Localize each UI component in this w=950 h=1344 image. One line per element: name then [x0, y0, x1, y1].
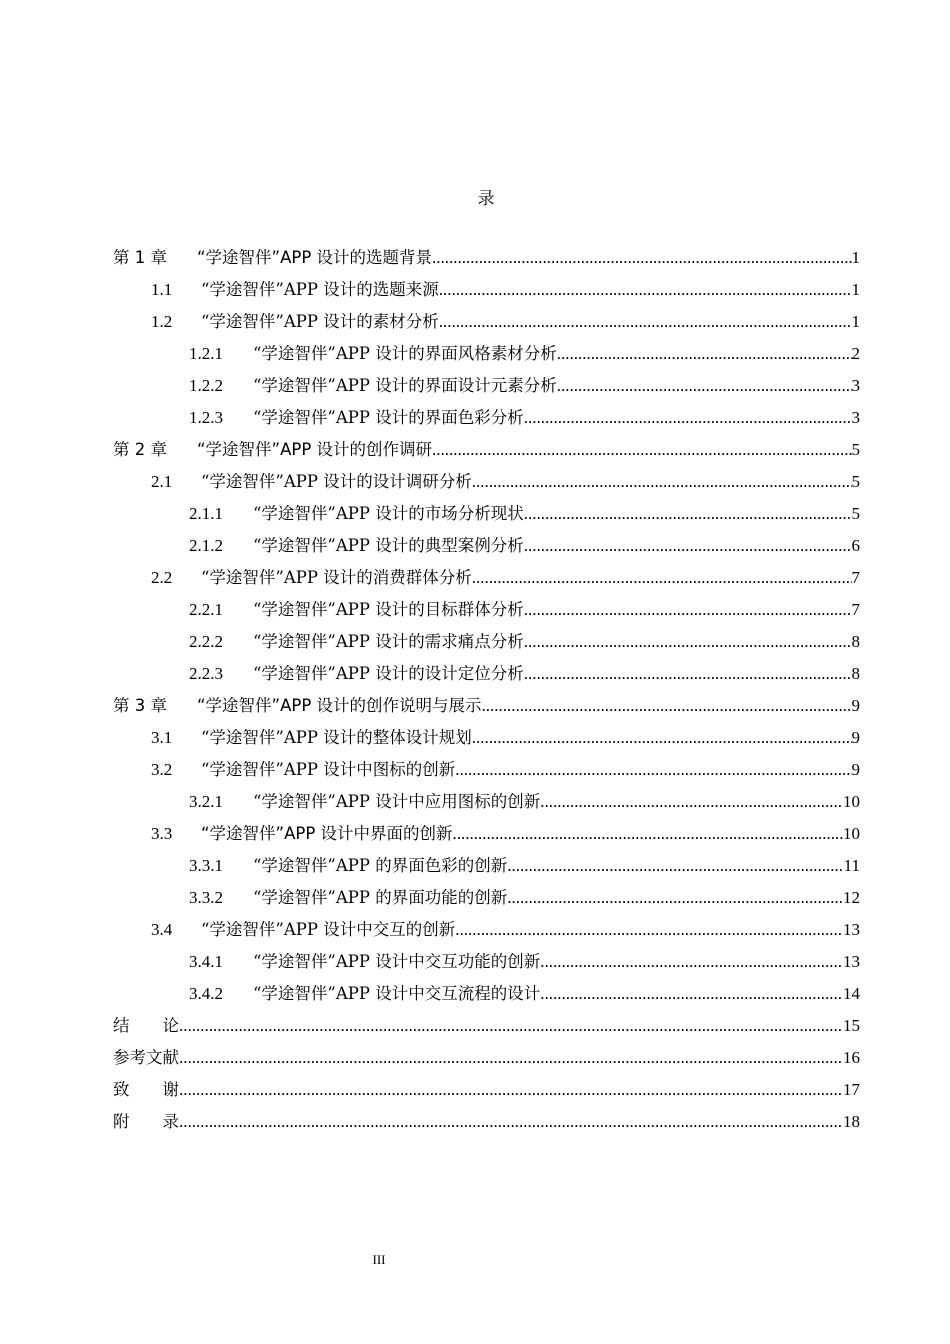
toc-entry-number: 3.3.1 [189, 856, 223, 875]
toc-entry-number: 2.2.3 [189, 664, 223, 683]
toc-entry-title: “学途智伴”APP 设计的界面风格素材分析 [253, 344, 557, 363]
toc-entry-number: 2.1.2 [189, 536, 223, 555]
toc-entry-title: “学途智伴”APP 设计的设计定位分析 [253, 664, 524, 683]
dot-leader [524, 628, 852, 656]
toc-entry-number: 3.3 [151, 824, 173, 843]
dot-leader [524, 660, 852, 688]
toc-entry-page: 14 [843, 984, 860, 1003]
toc-entry-number: 2.2.2 [189, 632, 223, 651]
toc-entry[interactable] [113, 1044, 860, 1072]
toc-entry[interactable] [151, 724, 860, 752]
toc-entry-page: 7 [851, 568, 860, 587]
toc-entry-title: “学途智伴”APP 设计的消费群体分析 [201, 568, 472, 587]
toc-entry-title: 结 论 [113, 1016, 179, 1035]
toc-entry-title: 致 谢 [113, 1080, 179, 1099]
toc-entry[interactable] [113, 436, 860, 464]
toc-entry-page: 3 [851, 408, 860, 427]
toc-entry-number: 3.1 [151, 728, 173, 747]
toc-entry-page: 10 [843, 824, 860, 843]
toc-entry-page: 13 [843, 920, 860, 939]
toc-entry[interactable] [151, 756, 860, 784]
toc-entry-number: 3.3.2 [189, 888, 223, 907]
toc-entry[interactable] [189, 980, 860, 1008]
toc-entry[interactable] [151, 468, 860, 496]
toc-entry[interactable] [189, 500, 860, 528]
toc-entry-number: 3.2 [151, 760, 173, 779]
toc-entry[interactable] [151, 564, 860, 592]
dot-leader [432, 436, 851, 464]
toc-entry-title: “学途智伴”APP 设计的素材分析 [201, 312, 439, 331]
toc-entry-title: 附 录 [113, 1112, 179, 1131]
toc-entry-page: 6 [851, 536, 860, 555]
toc-entry[interactable] [189, 532, 860, 560]
toc-entry[interactable] [189, 852, 860, 880]
toc-entry[interactable] [113, 692, 860, 720]
toc-entry-title: “学途智伴”APP 设计的整体设计规划 [201, 728, 472, 747]
toc-entry-title: “学途智伴”APP 设计的选题来源 [201, 280, 439, 299]
toc-entry[interactable] [189, 884, 860, 912]
dot-leader [524, 596, 852, 624]
toc-entry-title: “学途智伴”APP 设计的设计调研分析 [201, 472, 472, 491]
toc-entry-number: 2.1.1 [189, 504, 223, 523]
toc-entry[interactable] [189, 404, 860, 432]
toc-entry-number: 第 3 章 [113, 696, 167, 715]
dot-leader [524, 404, 852, 432]
toc-entry-page: 5 [851, 440, 860, 459]
toc-entry-title: “学途智伴”APP 设计的目标群体分析 [253, 600, 524, 619]
toc-entry-title: “学途智伴”APP 设计的需求痛点分析 [253, 632, 524, 651]
toc-entry[interactable] [189, 948, 860, 976]
dot-leader [455, 756, 851, 784]
toc-entry-title: “学途智伴”APP 设计中交互流程的设计 [253, 984, 541, 1003]
toc-entry-title: “学途智伴”APP 设计的典型案例分析 [253, 536, 524, 555]
toc-entry-page: 8 [851, 664, 860, 683]
dot-leader [507, 852, 843, 880]
toc-entry-page: 13 [843, 952, 860, 971]
dot-leader [540, 788, 843, 816]
toc-entry-number: 3.4.2 [189, 984, 223, 1003]
dot-leader [524, 500, 852, 528]
toc-entry-title: “学途智伴”APP 设计中交互功能的创新 [253, 952, 541, 971]
toc-entry-page: 12 [843, 888, 860, 907]
dot-leader [472, 468, 852, 496]
dot-leader [455, 916, 843, 944]
dot-leader [179, 1076, 843, 1104]
dot-leader [439, 276, 852, 304]
toc-entry[interactable] [151, 308, 860, 336]
toc-entry-number: 3.4 [151, 920, 173, 939]
dot-leader [432, 244, 851, 272]
toc-entry-number: 第 1 章 [113, 248, 167, 267]
toc-entry[interactable] [189, 788, 860, 816]
dot-leader [439, 308, 852, 336]
dot-leader [540, 948, 843, 976]
toc-entry-number: 1.2.2 [189, 376, 223, 395]
toc-entry-page: 16 [843, 1048, 860, 1067]
toc-entry-page: 17 [843, 1080, 860, 1099]
toc-entry-title: 参考文献 [113, 1048, 179, 1067]
toc-entry-page: 3 [851, 376, 860, 395]
toc-entry-number: 1.2 [151, 312, 173, 331]
toc-entry-page: 2 [851, 344, 860, 363]
toc-entry-page: 8 [851, 632, 860, 651]
toc-entry-title: “学途智伴”APP 设计中界面的创新 [201, 824, 453, 843]
dot-leader [179, 1108, 843, 1136]
toc-entry[interactable] [113, 244, 860, 272]
toc-entry-page: 5 [851, 472, 860, 491]
toc-entry-number: 1.2.3 [189, 408, 223, 427]
dot-leader [179, 1044, 843, 1072]
dot-leader [472, 564, 852, 592]
toc-entry[interactable] [189, 596, 860, 624]
toc-entry-number: 2.1 [151, 472, 173, 491]
toc-entry-title: “学途智伴”APP 设计中应用图标的创新 [253, 792, 541, 811]
toc-entry-number: 1.1 [151, 280, 173, 299]
toc-entry[interactable] [189, 372, 860, 400]
toc-entry-title: “学途智伴”APP 设计的创作说明与展示 [197, 696, 482, 715]
toc-entry-page: 1 [851, 312, 860, 331]
toc-title: 录 [477, 189, 495, 209]
toc-entry-number: 3.4.1 [189, 952, 223, 971]
toc-entry-page: 15 [843, 1016, 860, 1035]
toc-entry-number: 2.2.1 [189, 600, 223, 619]
toc-entry-number: 1.2.1 [189, 344, 223, 363]
toc-entry-title: “学途智伴”APP 设计中交互的创新 [201, 920, 456, 939]
toc-entry[interactable] [189, 660, 860, 688]
toc-entry-page: 5 [851, 504, 860, 523]
toc-entry[interactable] [151, 276, 860, 304]
dot-leader [482, 692, 852, 720]
toc-entry-page: 11 [843, 856, 860, 875]
dot-leader [557, 372, 852, 400]
toc-entry-number: 3.2.1 [189, 792, 223, 811]
toc-entry[interactable] [113, 1076, 860, 1104]
toc-entry-number: 2.2 [151, 568, 173, 587]
dot-leader [540, 980, 843, 1008]
toc-entry-page: 18 [843, 1112, 860, 1131]
toc-entry-page: 1 [851, 248, 860, 267]
toc-entry[interactable] [151, 916, 860, 944]
dot-leader [507, 884, 843, 912]
toc-entry-title: “学途智伴”APP 设计的界面色彩分析 [253, 408, 524, 427]
dot-leader [179, 1012, 843, 1040]
toc-entry-page: 7 [851, 600, 860, 619]
toc-entry-title: “学途智伴”APP 设计的选题背景 [197, 248, 433, 267]
toc-entry-title: “学途智伴”APP 设计的市场分析现状 [253, 504, 524, 523]
dot-leader [557, 340, 852, 368]
toc-entry[interactable] [189, 340, 860, 368]
dot-leader [453, 820, 843, 848]
page-number: III [372, 1252, 386, 1267]
toc-entry-page: 9 [851, 728, 860, 747]
toc-entry-title: “学途智伴”APP 的界面色彩的创新 [253, 856, 508, 875]
toc-entry[interactable] [113, 1012, 860, 1040]
toc-entry-title: “学途智伴”APP 的界面功能的创新 [253, 888, 508, 907]
dot-leader [472, 724, 852, 752]
toc-entry-title: “学途智伴”APP 设计的创作调研 [197, 440, 433, 459]
toc-entry-page: 10 [843, 792, 860, 811]
toc-entry-title: “学途智伴”APP 设计中图标的创新 [201, 760, 456, 779]
toc-entry[interactable] [151, 820, 860, 848]
toc-entry-number: 第 2 章 [113, 440, 167, 459]
toc-entry[interactable] [113, 1108, 860, 1136]
toc-entry[interactable] [189, 628, 860, 656]
dot-leader [524, 532, 852, 560]
toc-entry-page: 1 [851, 280, 860, 299]
toc-entry-title: “学途智伴”APP 设计的界面设计元素分析 [253, 376, 557, 395]
toc-entry-page: 9 [851, 760, 860, 779]
toc-entry-page: 9 [851, 696, 860, 715]
